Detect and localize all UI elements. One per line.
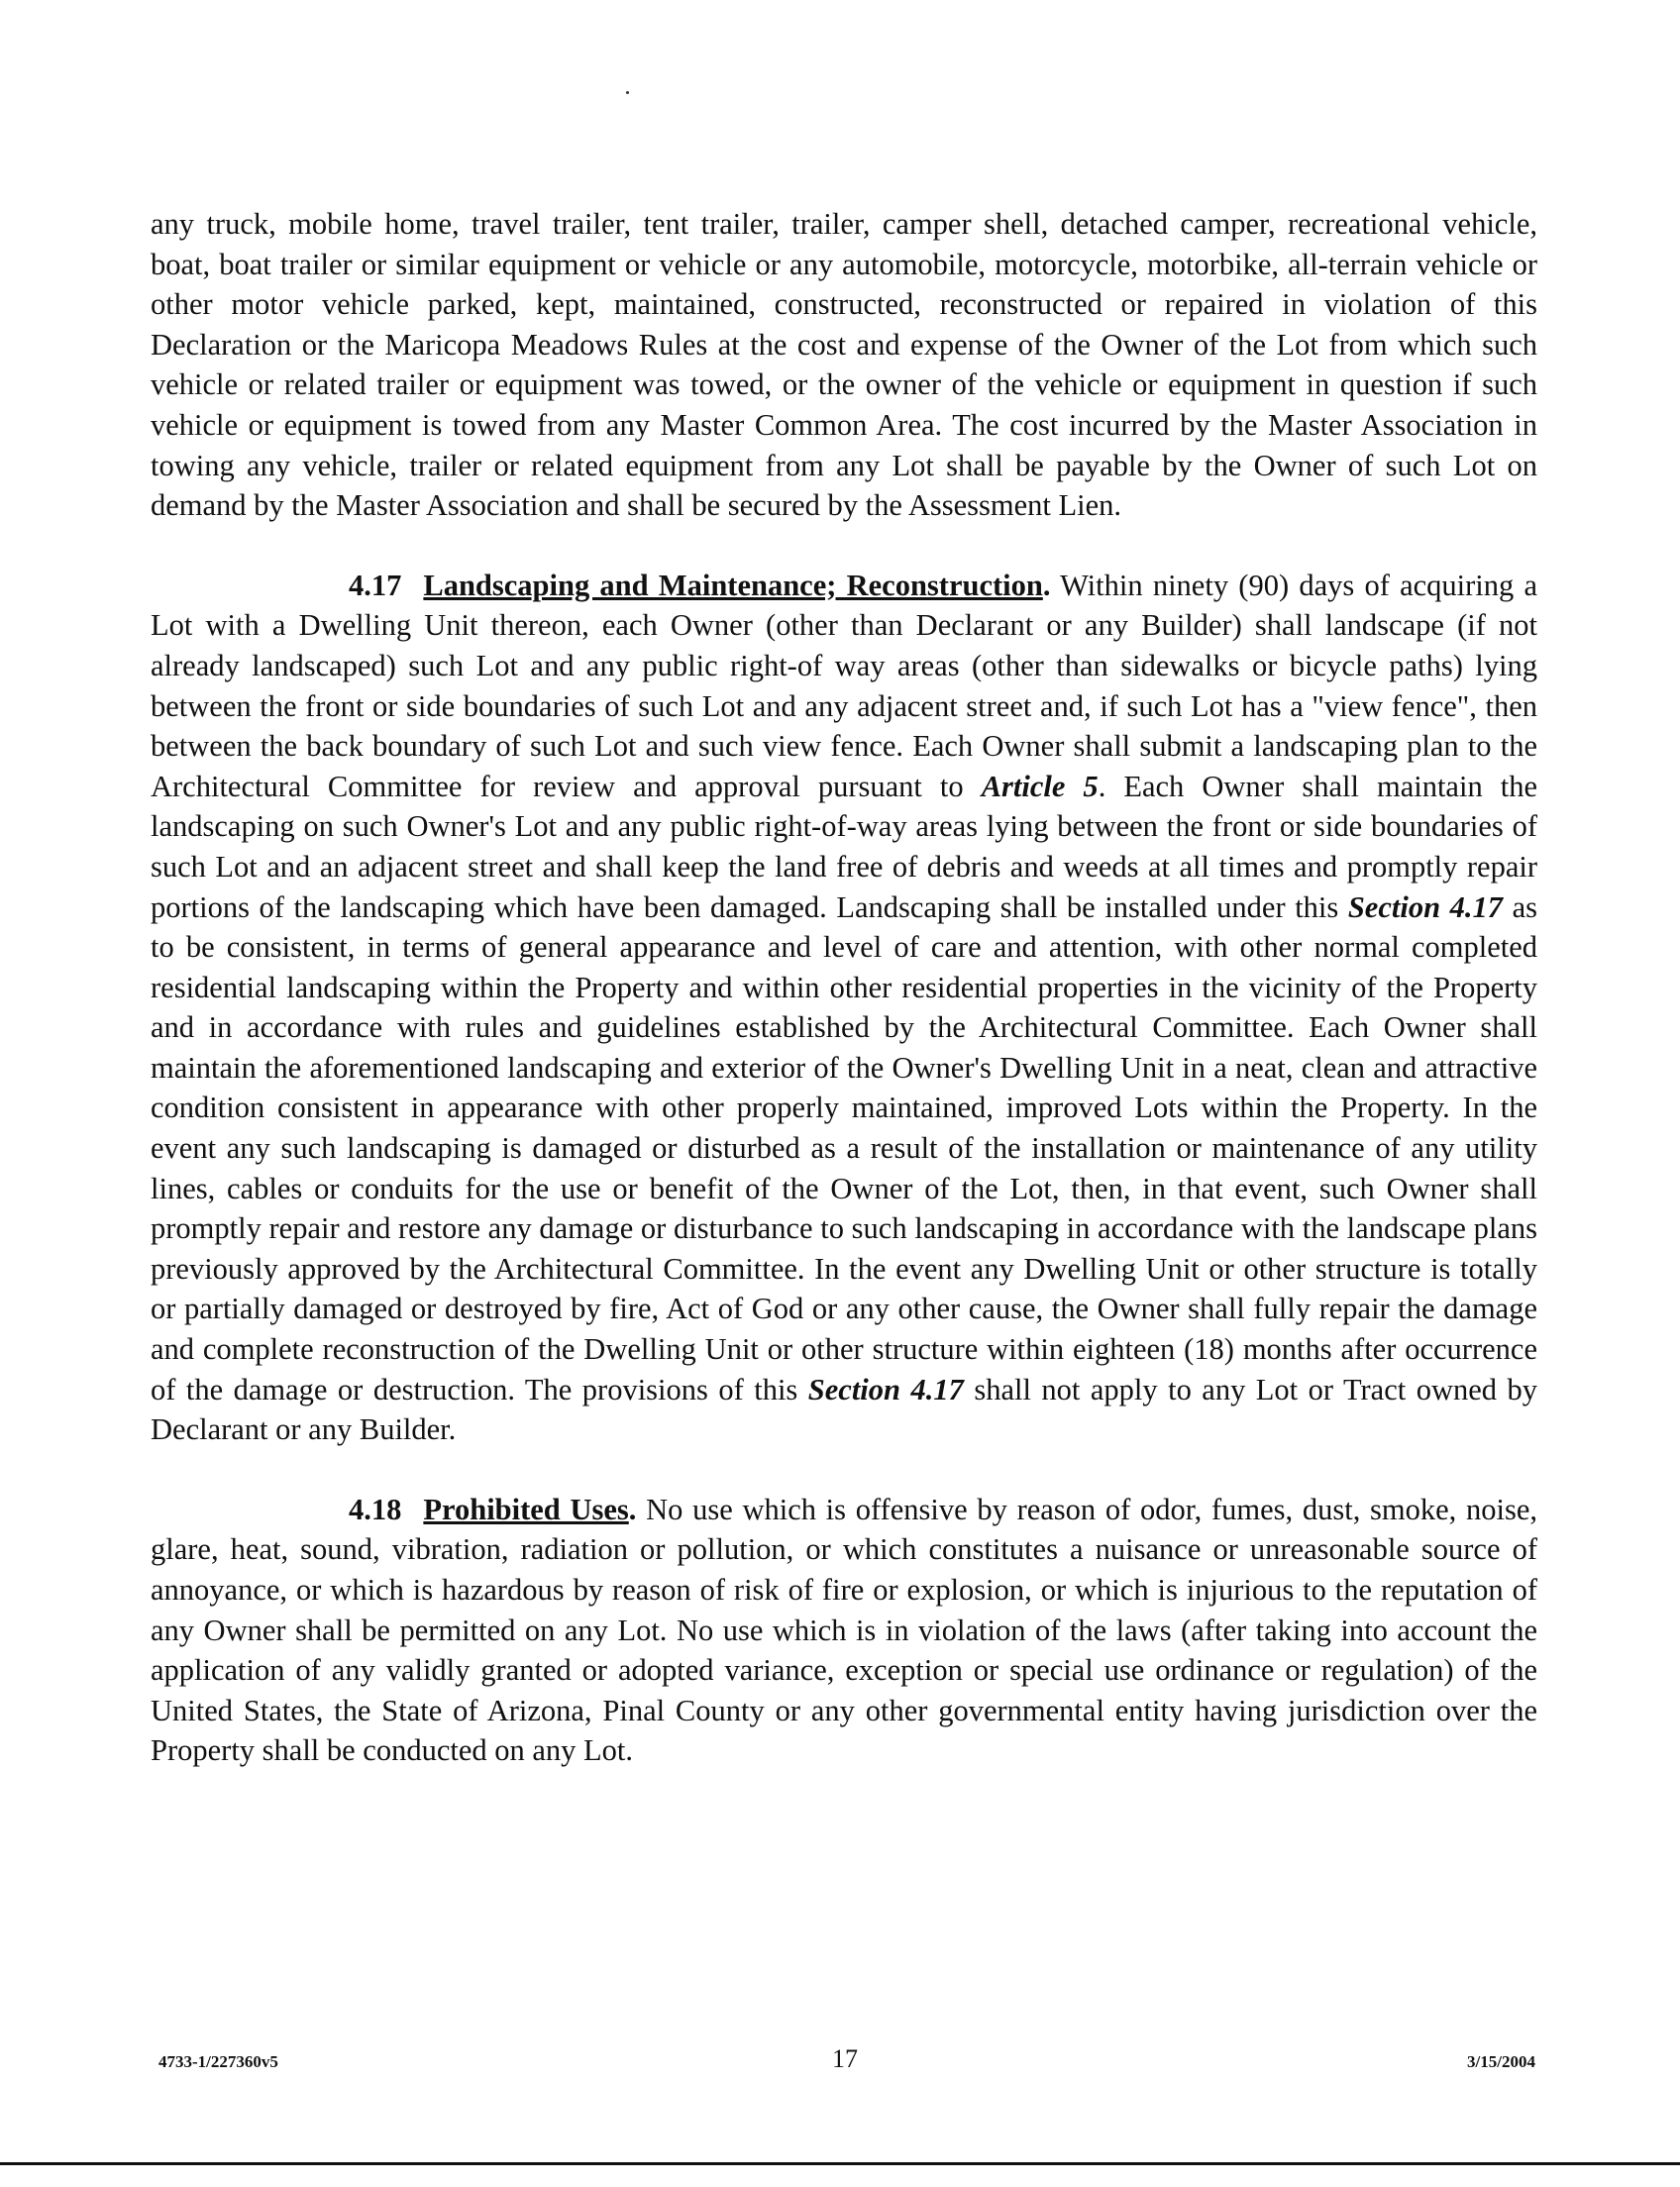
section-4-17-text-4: shall not apply to any Lot or Tract owned by Declarant or any Builder.: [151, 1372, 1537, 1447]
footer-date: 3/15/2004: [1467, 2052, 1535, 2071]
section-4-18-text-1: No use which is offensive by reason of odor, fumes, dust, smoke, noise, glare, heat, sound, vibration, radiation or pollution, or which constitutes a nuisance or unreasonable source of annoyance, or which is hazardous by reason of risk of fire or explosion, or which is injurious to the reputation of any Owner shall be permitted on any Lot. No use which is in violation of the laws (after taking into account the application of any validly granted or adopted variance, exception or special use ordinance or regulation) of the United States, the State of Arizona, Pinal County or any other governmental entity having jurisdiction over the Property shall be conducted on any Lot.: [151, 1492, 1537, 1768]
document-id: 4733-1/227360v5: [158, 2052, 278, 2071]
section-4-17-reference-2: Section 4.17: [807, 1372, 964, 1406]
intro-paragraph: any truck, mobile home, travel trailer, tent trailer, trailer, camper shell, detached camper, recreational vehicle, boat, boat trailer or similar equipment or vehicle or any automobile, motorcycle, motorbike, all-terrain vehicle or other motor vehicle parked, kept, maintained, constructed, reconstructed or repaired in violation of this Declaration or the Maricopa Meadows Rules at the cost and expense of the Owner of the Lot from which such vehicle or related trailer or equipment was towed, or the owner of the vehicle or equipment in question if such vehicle or equipment is towed from any Master Common Area. The cost incurred by the Master Association in towing any vehicle, trailer or related equipment from any Lot shall be payable by the Owner of such Lot on demand by the Master Association and shall be secured by the Assessment Lien.: [151, 207, 1537, 523]
section-4-18-paragraph: [151, 1490, 1537, 1771]
section-4-17-title-period: .: [1042, 568, 1051, 602]
section-4-18-title-period: .: [628, 1492, 637, 1526]
section-4-17-text-3: as to be consistent, in terms of general appearance and level of care and attention, with other normal completed residential landscaping within the Property and within other residential properties in the vicinity of the Property and in accordance with rules and guidelines established by the Architectural Committee. Each Owner shall maintain the aforementioned landscaping and exterior of the Owner's Dwelling Unit in a neat, clean and attractive condition consistent in appearance with other properly maintained, improved Lots within the Property. In the event any such landscaping is damaged or disturbed as a result of the installation or maintenance of any utility lines, cables or conduits for the use or benefit of the Owner of the Lot, then, in that event, such Owner shall promptly repair and restore any damage or disturbance to such landscaping in accordance with the landscape plans previously approved by the Architectural Committee. In the event any Dwelling Unit or other structure is totally or partially damaged or destroyed by fire, Act of God or any other cause, the Owner shall fully repair the damage and complete reconstruction of the Dwelling Unit or other structure within eighteen (18) months after occurrence of the damage or destruction. The provisions of this: [151, 889, 1537, 1406]
section-4-17-title: Landscaping and Maintenance; Reconstruction: [423, 568, 1043, 602]
section-4-17-text-2: . Each Owner shall maintain the landscaping on such Owner's Lot and any public right-of-way areas lying between the front or side boundaries of such Lot and an adjacent street and shall keep the land free of debris and weeds at all times and promptly repair portions of the landscaping which have been damaged. Landscaping shall be installed under this: [151, 769, 1537, 924]
page-number: 17: [832, 2044, 858, 2073]
article-5-reference: Article 5: [981, 769, 1099, 803]
section-4-17-reference-1: Section 4.17: [1347, 889, 1503, 924]
section-4-18-title: Prohibited Uses: [423, 1492, 629, 1526]
scan-speck: [626, 91, 629, 94]
page-footer: [158, 2042, 1535, 2082]
bottom-rule: [0, 2162, 1680, 2165]
section-4-17-paragraph: [151, 566, 1537, 1450]
section-4-18-number: 4.18: [349, 1492, 402, 1526]
section-4-17-number: 4.17: [349, 568, 402, 602]
page-body: [151, 204, 1537, 1811]
section-4-17-text-1: Within ninety (90) days of acquiring a Lot with a Dwelling Unit thereon, each Owner (other than Declarant or any Builder) shall landscape (if not already landscaped) such Lot and any public right-of way areas (other than sidewalks or bicycle paths) lying between the front or side boundaries of such Lot and any adjacent street and, if such Lot has a "view fence", then between the back boundary of such Lot and such view fence. Each Owner shall submit a landscaping plan to the Architectural Committee for review and approval pursuant to: [151, 568, 1537, 803]
